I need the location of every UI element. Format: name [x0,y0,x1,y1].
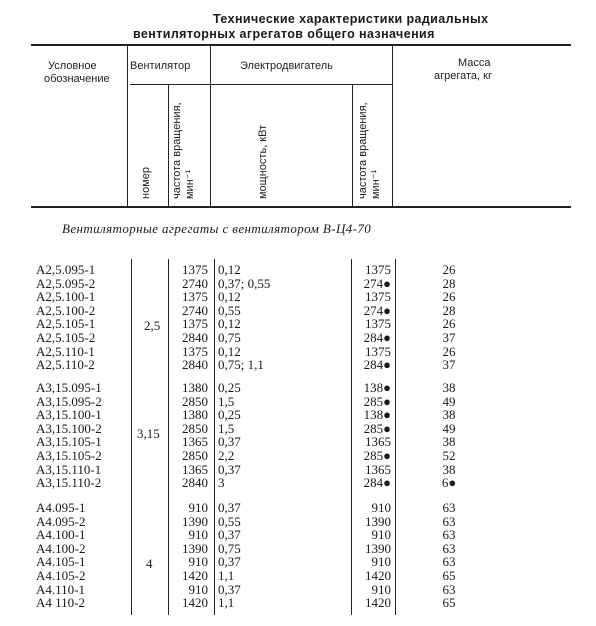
header-vline-3 [210,45,211,206]
row-mass: 63 [442,500,456,515]
row-fan-speed: 910 [188,500,208,515]
row-name: А3,15.095-2 [36,393,102,409]
row-fan-speed: 910 [188,581,208,597]
row-mass: 65 [442,595,456,611]
row-name: А3,15.095-1 [36,380,102,395]
row-mass: 38 [442,380,456,395]
row-mass: 26 [442,316,456,332]
row-motor-speed: 285● [363,420,391,436]
row-name: А3,15.105-2 [36,448,102,463]
row-name: А2,5.110-1 [36,343,95,359]
header-mass-1: Масса [458,57,491,69]
row-fan-speed: 1420 [182,595,208,611]
row-motor-speed: 1365 [365,461,391,477]
row-mass: 26 [442,343,456,359]
header-number: номер [140,167,152,199]
row-mass: 38 [442,434,456,450]
row-name: А3,15.105-1 [36,434,102,450]
row-power: 0,12 [218,316,241,332]
row-power: 0,75 [218,540,241,556]
row-name: А3,15.110-1 [36,461,102,477]
row-motor-speed: 910 [371,554,391,570]
row-motor-speed: 285● [363,393,391,409]
row-name: А4.105-1 [36,554,86,570]
row-name: А3,15.100-1 [36,407,102,423]
row-mass: 65 [442,568,456,583]
row-name: А2,5.105-2 [36,330,96,345]
row-motor-speed: 1375 [365,343,391,359]
row-fan-speed: 2740 [182,302,208,318]
row-motor-speed: 1420 [365,568,391,583]
row-motor-speed: 910 [371,500,391,515]
table-title-line2: вентиляторных агрегатов общего назначения [133,27,435,41]
section-subheading: Вентиляторные агрегаты с вентилятором В-Ц4-70 [62,221,372,236]
row-fan-speed: 910 [188,554,208,570]
row-fan-speed: 1420 [182,568,208,583]
row-name: А2,5.095-2 [36,275,96,291]
row-power: 0,55 [218,302,241,318]
row-power: 1,5 [218,393,235,409]
row-fan-speed: 2850 [182,448,208,463]
row-mass: 63 [442,527,456,543]
row-mass: 37 [442,357,456,373]
row-fan-speed: 2850 [182,393,208,409]
row-power: 1,5 [218,420,235,436]
header-vline-4 [352,85,353,206]
row-motor-speed: 284● [363,475,391,491]
row-power: 0,37 [218,434,241,450]
row-fan-speed: 1365 [182,434,208,450]
row-motor-speed: 1390 [365,540,391,556]
row-power: 0,37; 0,55 [218,275,271,291]
row-mass: 38 [442,407,456,423]
row-mass: 37 [442,330,456,345]
row-mass: 63 [442,554,456,570]
header-vline-2 [168,85,169,206]
row-motor-speed: 138● [363,380,391,395]
row-name: А3,15.110-2 [36,475,102,491]
row-name: А2,5.105-1 [36,316,96,332]
row-motor-speed: 1365 [365,434,391,450]
row-mass: 28 [442,275,456,291]
row-mass: 52 [442,448,456,463]
row-name: А4.095-1 [36,500,86,515]
row-fan-speed: 2740 [182,275,208,291]
row-fan-speed: 2840 [182,475,208,491]
row-fan-speed: 1375 [182,262,208,277]
row-mass: 63 [442,581,456,597]
row-power: 0,25 [218,407,241,423]
row-power: 0,55 [218,513,241,529]
row-power: 0,12 [218,262,241,277]
row-power: 0,37 [218,581,241,597]
row-name: А4.100-2 [36,540,86,556]
row-fan-speed: 2850 [182,420,208,436]
row-mass: 49 [442,393,456,409]
group-number: 4 [146,556,153,571]
row-power: 0,37 [218,527,241,543]
row-fan-speed: 1390 [182,540,208,556]
row-mass: 38 [442,461,456,477]
header-motor-speed-2: мин⁻¹ [370,169,382,199]
table-row [0,595,596,611]
row-motor-speed: 274● [363,275,391,291]
row-motor-speed: 138● [363,407,391,423]
row-name: А2,5.095-1 [36,262,96,277]
header-fan-speed-1: частота вращения, [171,102,183,199]
row-power: 0,25 [218,380,241,395]
header-motor-speed-1: частота вращения, [357,102,369,199]
row-power: 0,37 [218,554,241,570]
row-motor-speed: 910 [371,581,391,597]
row-power: 1,1 [218,595,235,611]
row-motor-speed: 1420 [365,595,391,611]
row-name: А2,5.100-2 [36,302,96,318]
row-mass: 26 [442,262,456,277]
row-mass: 28 [442,302,456,318]
row-motor-speed: 284● [363,357,391,373]
row-mass: 6● [441,475,457,491]
header-fan: Вентилятор [130,60,191,72]
row-power: 0,75; 1,1 [218,357,264,373]
row-power: 0,12 [218,343,241,359]
table-row [0,475,596,491]
table-row [0,357,596,373]
row-name: А4.095-2 [36,513,86,529]
row-name: А4 110-2 [36,595,85,611]
header-top-rule [31,44,571,46]
group-number: 3,15 [137,426,160,441]
row-fan-speed: 1380 [182,407,208,423]
row-name: А2,5.100-1 [36,289,96,305]
header-power: мощность, кВт [257,124,269,199]
group-number: 2,5 [144,318,161,333]
header-bottom-rule [31,206,571,208]
row-mass: 63 [442,540,456,556]
table-title-line1: Технические характеристики радиальных [213,12,489,26]
row-name: А4.100-1 [36,527,86,543]
header-designation-1: Условное [48,60,97,72]
row-power: 0,37 [218,500,241,515]
row-fan-speed: 1375 [182,343,208,359]
row-fan-speed: 1375 [182,316,208,332]
row-motor-speed: 274● [363,302,391,318]
row-motor-speed: 1375 [365,289,391,305]
row-power: 0,75 [218,330,241,345]
row-power: 1,1 [218,568,235,583]
row-motor-speed: 285● [363,448,391,463]
header-fan-speed-2: мин⁻¹ [184,169,196,199]
row-power: 0,37 [218,461,241,477]
row-name: А4.105-2 [36,568,86,583]
row-fan-speed: 2840 [182,330,208,345]
row-fan-speed: 1375 [182,289,208,305]
row-fan-speed: 910 [188,527,208,543]
row-power: 2,2 [218,448,235,463]
row-power: 0,12 [218,289,241,305]
row-mass: 26 [442,289,456,305]
row-name: А4.110-1 [36,581,85,597]
header-vline-1 [127,45,128,206]
row-motor-speed: 1375 [365,262,391,277]
row-mass: 63 [442,513,456,529]
row-motor-speed: 910 [371,527,391,543]
row-name: А2,5.110-2 [36,357,95,373]
row-fan-speed: 1380 [182,380,208,395]
row-name: А3,15.100-2 [36,420,102,436]
header-designation-2: обозначение [44,73,110,85]
row-fan-speed: 1390 [182,513,208,529]
row-power: 3 [218,475,225,491]
header-mass-2: агрегата, кг [434,70,492,82]
row-mass: 49 [442,420,456,436]
row-fan-speed: 2840 [182,357,208,373]
header-motor: Электродвигатель [240,60,333,72]
row-fan-speed: 1365 [182,461,208,477]
row-motor-speed: 1375 [365,316,391,332]
header-vline-5 [392,45,393,206]
row-motor-speed: 284● [363,330,391,345]
row-motor-speed: 1390 [365,513,391,529]
